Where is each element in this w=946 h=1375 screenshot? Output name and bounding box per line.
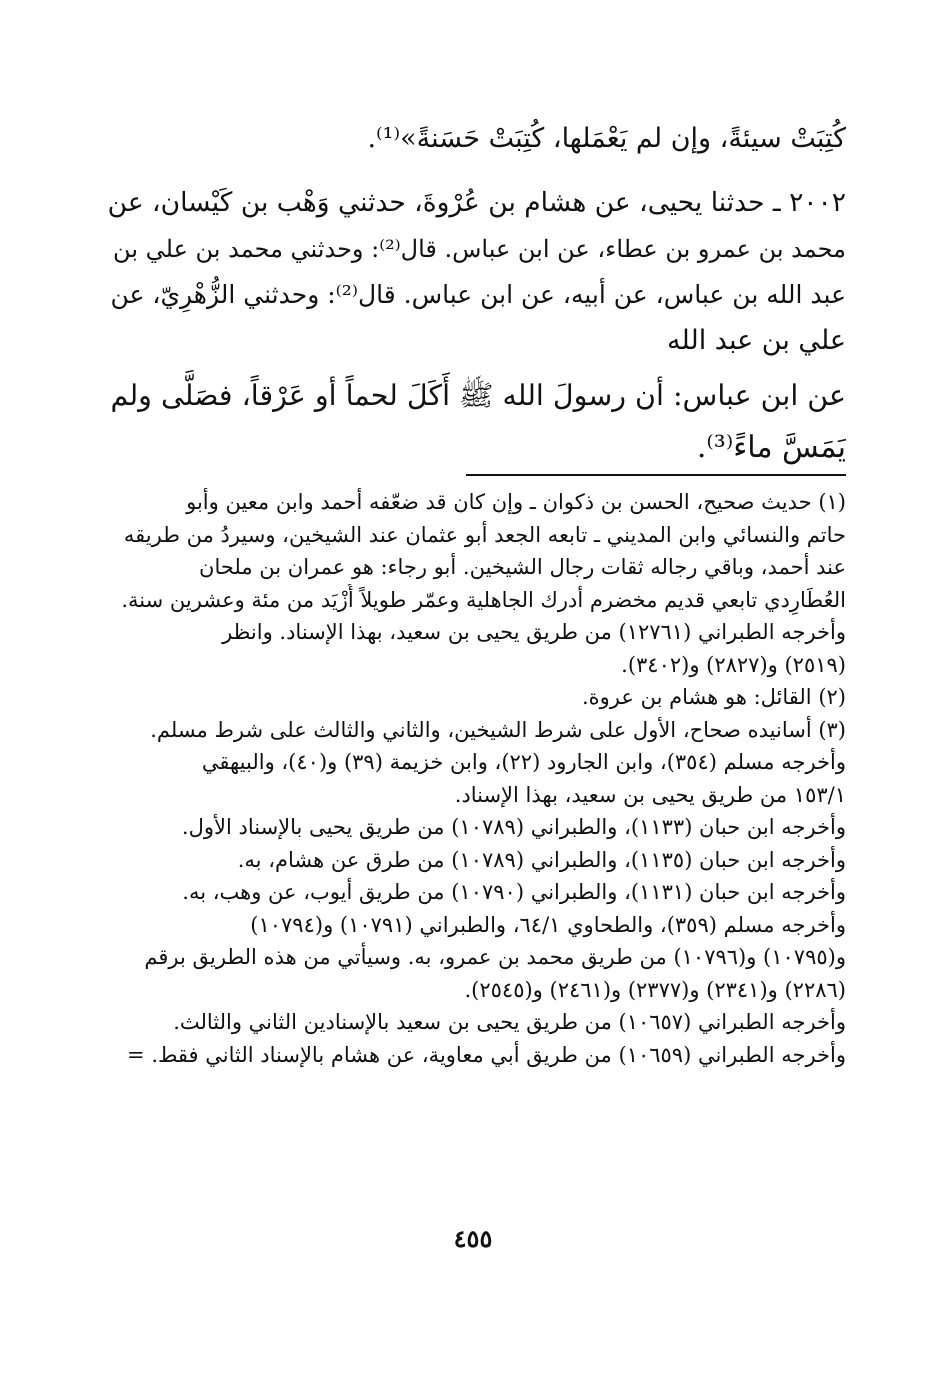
hadith-line: عبد الله بن عباس، عن أبيه، عن ابن عباس. قال⁽²⁾: وحدثني الزُّهْرِيّ، عن	[110, 280, 846, 309]
footnote-line: وأخرجه مسلم (٣٥٤)، وابن الجارود (٢٢)، وابن خزيمة (٣٩) و(٤٠)، والبيهقي	[201, 750, 846, 774]
footnote-line: ١٥٣/١ من طريق يحيى بن سعيد، بهذا الإسناد.	[454, 782, 846, 807]
footnote-line: وأخرجه ابن حبان (١١٣٥)، والطبراني (١٠٧٨٩) من طرق عن هشام، به.	[237, 847, 846, 872]
footnote-line: وأخرجه ابن حبان (١١٣١)، والطبراني (١٠٧٩٠) من طريق أيوب، عن وهب، به.	[182, 880, 846, 904]
page-number: ٤٥٥	[453, 1224, 493, 1253]
matn-line: عن ابن عباس: أن رسولَ الله ﷺ أَكَلَ لحماً أو عَرْقاً، فصَلَّى ولم	[110, 379, 846, 412]
footnote-line: (٢٥١٩) و(٢٨٢٧) و(٣٤٠٢).	[621, 652, 846, 677]
hadith-line: علي بن عبد الله	[667, 325, 846, 356]
main-text-top	[101, 116, 846, 162]
footnote-line: وأخرجه ابن حبان (١١٣٣)، والطبراني (١٠٧٨٩) من طريق يحيى بالإسناد الأول.	[181, 815, 846, 839]
footnote-line: وأخرجه الطبراني (١٠٦٥٧) من طريق يحيى بن سعيد بالإسنادين الثاني والثالث.	[173, 1010, 846, 1034]
footnote-line: العُطَارِدي تابعي قديم مخضرم أدرك الجاهلية وعمّر طويلاً أُزْيَد من مئة وعشرين سنة.	[121, 587, 846, 612]
footnote-line: (١) حديث صحيح، الحسن بن ذكوان ـ وإن كان قد ضعّفه أحمد وابن معين وأبو	[186, 490, 846, 514]
footnote-line: وأخرجه الطبراني (١٠٦٥٩) من طريق أبي معاوية، عن هشام بالإسناد الثاني فقط. =	[127, 1042, 846, 1067]
footnote-line: وأخرجه مسلم (٣٥٩)، والطحاوي ٦٤/١، والطبراني (١٠٧٩١) و(١٠٧٩٤)	[250, 912, 846, 937]
footnote-line: (٣) أسانيده صحاح، الأول على شرط الشيخين، والثاني والثالث على شرط مسلم.	[150, 717, 846, 742]
text-line: كُتِبَتْ سيئةً، وإن لم يَعْمَلها، كُتِبَتْ حَسَنةً»⁽¹⁾.	[367, 123, 846, 154]
footnote-line: و(١٠٧٩٥) و(١٠٧٩٦) من طريق محمد بن عمرو، به. وسيأتي من هذه الطريق برقم	[144, 945, 846, 969]
footnotes	[101, 486, 846, 1071]
hadith-line: محمد بن عمرو بن عطاء، عن ابن عباس. قال⁽²⁾: وحدثني محمد بن علي بن	[113, 235, 846, 263]
hadith-matn	[101, 370, 846, 474]
footnote-line: حاتم والنسائي وابن المديني ـ تابعه الجعد أبو عثمان عند الشيخين، وسيردُ من طريقه	[123, 522, 846, 547]
footnote-line: عند أحمد، وباقي رجاله ثقات رجال الشيخين. أبو رجاء: هو عمران بن ملحان	[199, 555, 846, 579]
footnote-line: (٢) القائل: هو هشام بن عروة.	[581, 685, 846, 709]
footnote-line: وأخرجه الطبراني (١٢٧٦١) من طريق يحيى بن سعيد، بهذا الإسناد. وانظر	[222, 620, 846, 644]
hadith-line: ٢٠٠٢ ـ حدثنا يحيى، عن هشام بن عُرْوةَ، حدثني وَهْب بن كَيْسان، عن	[107, 187, 846, 218]
footnote-line: (٢٢٨٦) و(٢٣٤١) و(٢٣٧٧) و(٢٤٦١) و(٢٥٤٥).	[464, 977, 846, 1002]
matn-line: يَمَسَّ ماءً⁽³⁾.	[696, 430, 846, 465]
hadith-2002	[101, 180, 846, 364]
footnote-separator	[466, 474, 846, 476]
